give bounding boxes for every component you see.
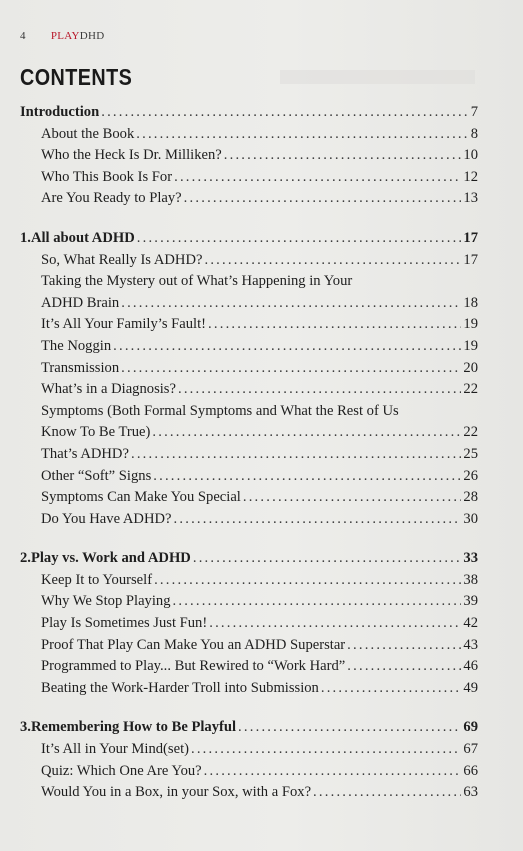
toc-entry-page: 12 <box>463 168 478 185</box>
dot-leader <box>101 102 468 124</box>
chapter-number: 1. <box>20 229 31 246</box>
toc-entry-label: Who the Heck Is Dr. Milliken? <box>41 147 222 164</box>
dot-leader <box>121 293 461 315</box>
toc-entry-label: All about ADHD <box>30 229 135 246</box>
toc-entry-page: 42 <box>463 615 478 632</box>
toc-entry <box>20 145 478 167</box>
dot-leader <box>191 739 461 761</box>
toc-entry-label: Play vs. Work and ADHD <box>30 550 191 567</box>
table-of-contents <box>20 102 478 822</box>
toc-entry-label: It’s All in Your Mind(set) <box>41 741 189 758</box>
toc-entry-label: Are You Ready to Play? <box>41 190 182 207</box>
toc-entry-page: 69 <box>463 719 478 736</box>
toc-entry <box>20 635 478 657</box>
toc-entry-label: So, What Really Is ADHD? <box>41 251 203 268</box>
toc-entry-page: 17 <box>463 229 478 246</box>
dot-leader <box>137 228 462 250</box>
toc-entry-label: Remembering How to Be Playful <box>30 719 237 736</box>
toc-entry <box>20 314 478 336</box>
toc-entry <box>20 250 478 272</box>
toc-entry <box>20 336 478 358</box>
toc-entry <box>20 678 478 700</box>
toc-entry-label: Would You in a Box, in your Sox, with a Fox? <box>41 784 312 801</box>
toc-entry-label: That’s ADHD? <box>41 445 129 462</box>
dot-leader <box>193 548 462 570</box>
toc-entry-page: 67 <box>463 741 478 758</box>
toc-entry-page: 7 <box>470 104 478 120</box>
toc-section-chapter-2 <box>20 548 478 699</box>
toc-entry <box>20 509 478 531</box>
toc-entry <box>20 656 478 678</box>
toc-entry-label: Know To Be True) <box>41 424 151 441</box>
toc-entry-label: Transmission <box>41 359 120 376</box>
page-number: 4 <box>20 30 26 42</box>
toc-section-intro <box>20 102 478 210</box>
dot-leader <box>321 678 462 700</box>
toc-entry-page: 22 <box>463 381 478 398</box>
toc-entry <box>20 782 478 804</box>
toc-entry-label: Who This Book Is For <box>41 168 173 185</box>
toc-entry-label: Programmed to Play... But Rewired to “Work Hard” <box>41 658 346 675</box>
chapter-number: 3. <box>20 719 31 736</box>
toc-entry-page: 28 <box>463 489 478 506</box>
dot-leader <box>204 761 462 783</box>
running-title-part1: PLAY <box>50 30 80 42</box>
running-header <box>20 30 105 42</box>
toc-entry <box>20 124 478 146</box>
dot-leader <box>131 444 461 466</box>
toc-chapter-heading <box>20 548 478 570</box>
toc-entry-page: 26 <box>463 467 478 484</box>
toc-entry-page: 49 <box>463 679 478 696</box>
toc-entry-page: 10 <box>463 147 478 164</box>
toc-entry <box>20 487 478 509</box>
toc-entry-page: 38 <box>463 571 478 588</box>
toc-entry-page: 43 <box>463 636 478 653</box>
dot-leader <box>243 487 462 509</box>
toc-entry <box>20 613 478 635</box>
dot-leader <box>184 188 462 210</box>
toc-entry-page: 20 <box>463 359 478 376</box>
toc-entry-page: 33 <box>463 550 478 567</box>
toc-chapter-heading <box>20 228 478 250</box>
toc-entry-label: Why We Stop Playing <box>41 593 171 610</box>
toc-entry <box>20 591 478 613</box>
toc-entry-label: Introduction <box>20 104 100 120</box>
toc-entry <box>20 570 478 592</box>
toc-entry-label: Proof That Play Can Make You an ADHD Superstar <box>41 636 346 653</box>
dot-leader <box>136 124 468 146</box>
toc-entry-label: The Noggin <box>41 337 112 354</box>
toc-entry-label: Beating the Work-Harder Troll into Submission <box>41 679 319 696</box>
toc-entry-label: Do You Have ADHD? <box>41 510 172 527</box>
toc-entry-label-line1: Symptoms (Both Formal Symptoms and What the Rest of Us <box>41 402 399 419</box>
dot-leader <box>174 509 462 531</box>
toc-entry-label: What’s in a Diagnosis? <box>41 381 176 398</box>
toc-entry-page: 46 <box>463 658 478 675</box>
toc-entry <box>20 466 478 488</box>
toc-entry <box>20 761 478 783</box>
dot-leader <box>154 570 461 592</box>
dot-leader <box>313 782 461 804</box>
toc-entry-page: 66 <box>463 762 478 779</box>
dot-leader <box>121 358 461 380</box>
toc-entry-label-line1: Taking the Mystery out of What’s Happening in Your <box>41 273 353 290</box>
toc-entry-label: ADHD Brain <box>41 294 120 311</box>
dot-leader <box>152 422 461 444</box>
dot-leader <box>224 145 462 167</box>
dot-leader <box>153 466 461 488</box>
dot-leader <box>347 656 461 678</box>
toc-entry-page: 22 <box>463 424 478 441</box>
toc-entry <box>20 102 478 124</box>
toc-entry <box>20 379 478 401</box>
toc-entry-label: Play Is Sometimes Just Fun! <box>41 615 208 632</box>
toc-entry-label: Quiz: Which One Are You? <box>41 762 202 779</box>
toc-entry <box>20 358 478 380</box>
dot-leader <box>209 613 461 635</box>
toc-entry-page: 13 <box>463 190 478 207</box>
toc-entry-label: Symptoms Can Make You Special <box>41 489 241 506</box>
toc-entry <box>20 739 478 761</box>
chapter-number: 2. <box>20 550 31 567</box>
dot-leader <box>204 250 461 272</box>
toc-entry-page: 17 <box>463 251 478 268</box>
running-title-part2: DHD <box>79 30 105 42</box>
toc-entry-page: 19 <box>463 337 478 354</box>
page-title: CONTENTS <box>20 64 133 90</box>
toc-entry-page: 25 <box>463 445 478 462</box>
running-title <box>51 30 105 42</box>
toc-section-chapter-1 <box>20 228 478 530</box>
show-through-ghost <box>280 70 475 84</box>
dot-leader <box>174 167 461 189</box>
toc-entry <box>20 188 478 210</box>
dot-leader <box>347 635 461 657</box>
toc-chapter-heading <box>20 717 478 739</box>
toc-entry-page: 39 <box>463 593 478 610</box>
toc-section-chapter-3 <box>20 717 478 803</box>
toc-entry-label: Keep It to Yourself <box>41 571 153 588</box>
toc-entry-label: About the Book <box>41 125 135 142</box>
toc-entry-page: 19 <box>463 316 478 333</box>
dot-leader <box>238 717 461 739</box>
dot-leader <box>178 379 461 401</box>
dot-leader <box>173 591 462 613</box>
toc-entry-label: It’s All Your Family’s Fault! <box>41 316 207 333</box>
dot-leader <box>113 336 461 358</box>
toc-entry-page: 63 <box>463 784 478 801</box>
toc-entry-page: 18 <box>463 294 478 311</box>
toc-entry <box>20 422 478 444</box>
dot-leader <box>208 314 461 336</box>
toc-entry <box>20 293 478 315</box>
toc-entry-page: 30 <box>463 510 478 527</box>
toc-entry-page: 8 <box>470 125 478 142</box>
toc-entry-label: Other “Soft” Signs <box>41 467 152 484</box>
toc-entry <box>20 444 478 466</box>
toc-entry <box>20 167 478 189</box>
